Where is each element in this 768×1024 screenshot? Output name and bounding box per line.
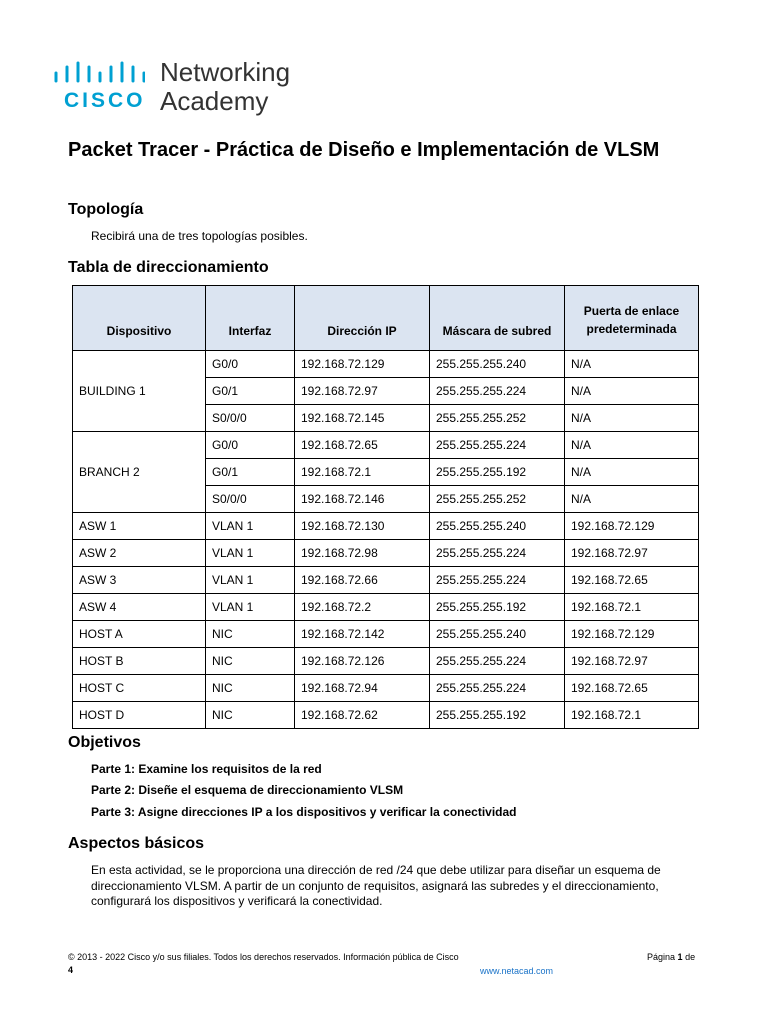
cell-ip: 192.168.72.146 [295,486,430,513]
header-device: Dispositivo [73,286,206,351]
topology-text: Recibirá una de tres topologías posibles. [91,229,308,243]
cell-interface: NIC [206,702,295,729]
cell-ip: 192.168.72.94 [295,675,430,702]
cell-gateway: N/A [565,486,699,513]
table-row [73,648,699,675]
cell-mask: 255.255.255.192 [430,459,565,486]
header-gateway-line2: predeterminada [586,322,677,336]
footer-page-of: de [685,952,696,962]
footer-total-pages: 4 [68,965,74,975]
cell-ip: 192.168.72.62 [295,702,430,729]
cell-mask: 255.255.255.192 [430,702,565,729]
cell-device: HOST D [73,702,206,729]
cell-device: BRANCH 2 [73,432,206,513]
cell-gateway: 192.168.72.65 [565,567,699,594]
header-gateway-line1: Puerta de enlace [583,304,680,318]
table-row [73,594,699,621]
cell-ip: 192.168.72.130 [295,513,430,540]
table-row [73,432,699,459]
background-line: configurará los dispositivos y verificará la conectividad. [91,894,383,908]
table-row [73,351,699,378]
cell-interface: VLAN 1 [206,567,295,594]
cell-mask: 255.255.255.240 [430,621,565,648]
cell-ip: 192.168.72.129 [295,351,430,378]
cell-interface: VLAN 1 [206,594,295,621]
cell-interface: NIC [206,621,295,648]
cell-ip: 192.168.72.1 [295,459,430,486]
logo-networking: Networking [160,57,291,87]
cell-interface: S0/0/0 [206,486,295,513]
cell-gateway: 192.168.72.1 [565,594,699,621]
objective-item: Parte 2: Diseñe el esquema de direccionamiento VLSM [91,783,404,797]
header-gateway [565,286,699,351]
cell-interface: G0/0 [206,432,295,459]
objectives-heading: Objetivos [68,734,141,751]
cell-mask: 255.255.255.192 [430,594,565,621]
table-row [73,621,699,648]
cell-mask: 255.255.255.224 [430,540,565,567]
cell-gateway: N/A [565,459,699,486]
cell-ip: 192.168.72.97 [295,378,430,405]
table-body [73,351,699,729]
table-row [73,675,699,702]
header-interface: Interfaz [206,286,295,351]
cell-ip: 192.168.72.145 [295,405,430,432]
cell-ip: 192.168.72.66 [295,567,430,594]
cell-mask: 255.255.255.224 [430,567,565,594]
cell-ip: 192.168.72.126 [295,648,430,675]
cell-device: ASW 2 [73,540,206,567]
footer-copyright: © 2013 - 2022 Cisco y/o sus filiales. Todos los derechos reservados. Información pública de Cisco [68,952,459,962]
cell-device: HOST C [73,675,206,702]
objective-item: Parte 1: Examine los requisitos de la red [91,762,322,776]
cisco-bars-logo [53,61,145,91]
cell-mask: 255.255.255.224 [430,378,565,405]
table-row [73,513,699,540]
cell-device: ASW 3 [73,567,206,594]
objective-item: Parte 3: Asigne direcciones IP a los dispositivos y verificar la conectividad [91,805,517,819]
cell-mask: 255.255.255.224 [430,648,565,675]
cell-gateway: N/A [565,432,699,459]
cell-ip: 192.168.72.65 [295,432,430,459]
footer-page [647,952,695,962]
background-line: En esta actividad, se le proporciona una dirección de red /24 que debe utilizar para diseñar un esquema de [91,863,661,877]
page-title: Packet Tracer - Práctica de Diseño e Implementación de VLSM [68,139,660,161]
cell-interface: VLAN 1 [206,540,295,567]
cell-gateway: 192.168.72.97 [565,540,699,567]
cell-interface: VLAN 1 [206,513,295,540]
header-ip: Dirección IP [295,286,430,351]
cell-gateway: 192.168.72.65 [565,675,699,702]
cell-gateway: 192.168.72.129 [565,621,699,648]
table-header-row [73,286,699,351]
cell-device: ASW 1 [73,513,206,540]
background-heading: Aspectos básicos [68,835,205,852]
cell-device: HOST B [73,648,206,675]
cell-interface: G0/1 [206,378,295,405]
cell-device: HOST A [73,621,206,648]
cell-gateway: 192.168.72.129 [565,513,699,540]
cell-ip: 192.168.72.98 [295,540,430,567]
cell-interface: G0/1 [206,459,295,486]
footer-url-link[interactable]: www.netacad.com [480,966,554,976]
cell-mask: 255.255.255.240 [430,513,565,540]
table-row [73,567,699,594]
cell-mask: 255.255.255.224 [430,432,565,459]
cell-gateway: N/A [565,351,699,378]
header-mask: Máscara de subred [430,286,565,351]
addressing-table [72,285,699,729]
footer-page-num: 1 [677,952,683,962]
cell-gateway: 192.168.72.1 [565,702,699,729]
cell-ip: 192.168.72.142 [295,621,430,648]
cell-device: BUILDING 1 [73,351,206,432]
cisco-wordmark: CISCO [64,89,146,112]
cell-gateway: N/A [565,378,699,405]
cell-interface: S0/0/0 [206,405,295,432]
cell-gateway: 192.168.72.97 [565,648,699,675]
cell-mask: 255.255.255.252 [430,405,565,432]
cell-interface: NIC [206,675,295,702]
cell-mask: 255.255.255.252 [430,486,565,513]
background-line: direccionamiento VLSM. A partir de un conjunto de requisitos, asignará las subredes y el direccionamiento, [91,879,659,893]
cell-mask: 255.255.255.240 [430,351,565,378]
footer-page-label: Página [647,952,676,962]
cell-mask: 255.255.255.224 [430,675,565,702]
topology-heading: Topología [68,201,144,218]
cell-interface: NIC [206,648,295,675]
cell-gateway: N/A [565,405,699,432]
logo-academy: Academy [160,86,269,116]
addressing-heading: Tabla de direccionamiento [68,259,269,276]
cell-ip: 192.168.72.2 [295,594,430,621]
cell-interface: G0/0 [206,351,295,378]
table-row [73,702,699,729]
cell-device: ASW 4 [73,594,206,621]
table-row [73,540,699,567]
